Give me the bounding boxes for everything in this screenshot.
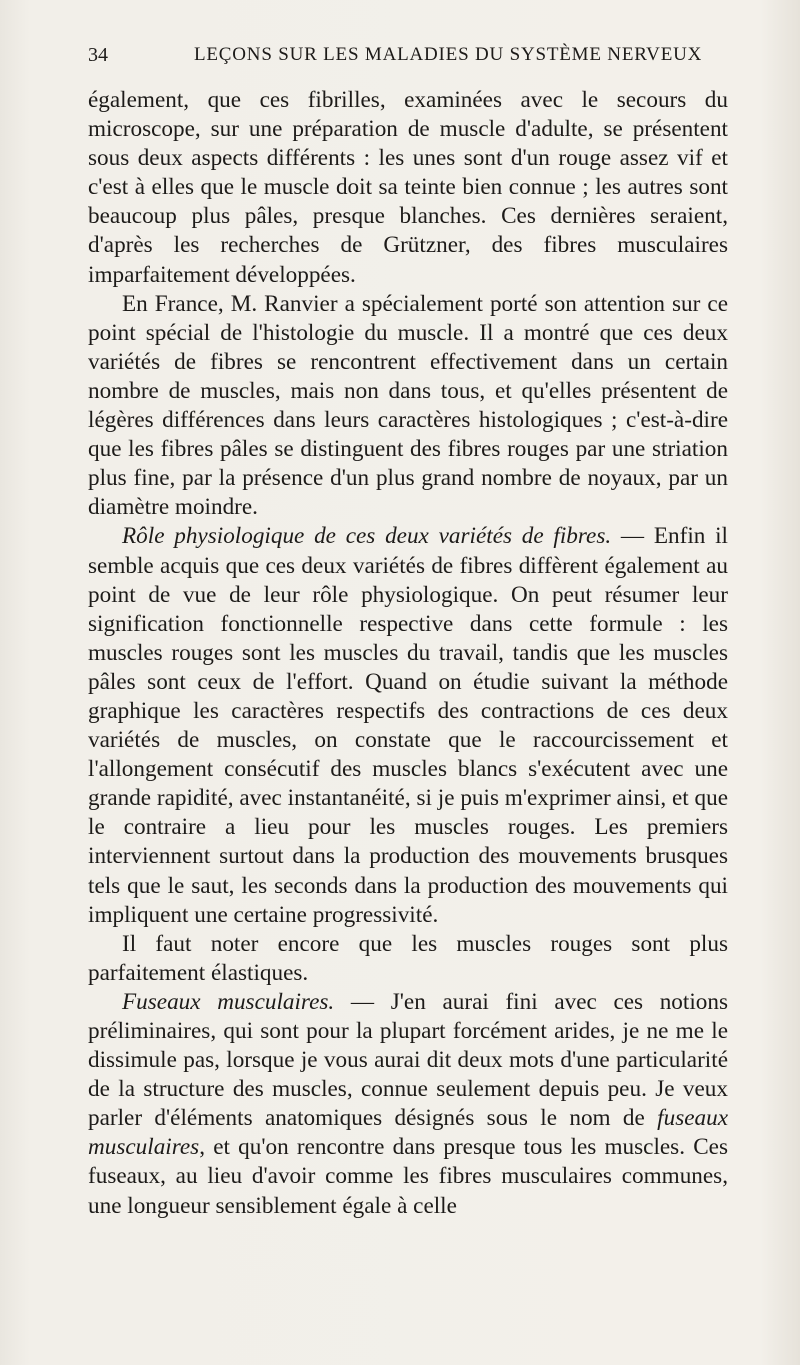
paragraph-3-text: — Enfin il semble acquis que ces deux variétés de fibres diffèrent également au point de vue de leur rôle physiologique. On peut résumer leur signification fonctionnelle respective dans cette formule : les muscles rouges sont les muscles du travail, tandis que les muscles pâles sont ceux de l'effort. Quand on étudie suivant la méthode graphique les caractères respectifs des contractions de ces deux variétés de muscles, on constate que le raccourcissement et l'allongement consécutif des muscles blancs s'exécutent avec une grande rapidité, avec instantanéité, si je puis m'exprimer ainsi, et que le contraire a lieu pour les muscles rouges. Les premiers interviennent surtout dans la production des mouvements brusques tels que le saut, les seconds dans la production des mouvements qui impliquent une certaine progressivité. [88,523,728,928]
paragraph-2-text: En France, M. Ranvier a spécialement porté son attention sur ce point spécial de l'histologie du muscle. Il a montré que ces deux variétés de fibres se rencontrent effectivement dans un certain nombre de muscles, mais non dans tous, et qu'elles présentent de légères différences dans leurs caractères histologiques ; c'est-à-dire que les fibres pâles se distinguent des fibres rouges par une striation plus fine, par la présence d'un plus grand nombre de noyaux, par un diamètre moindre. [88,290,728,521]
paragraph-5-text-a: — J'en aurai fini avec ces notions préliminaires, qui sont pour la plupart forcément arides, je ne me le dissimule pas, lorsque je vous aurai dit deux mots d'une particularité de la structure des muscles, connue seulement depuis peu. Je veux parler d'éléments anatomiques désignés sous le nom de [88,988,728,1132]
running-title: LEÇONS SUR LES MALADIES DU SYSTÈME NERVEUX [194,44,703,65]
section-heading-fuseaux: Fuseaux musculaires. [122,988,335,1015]
page-header [88,44,728,74]
paragraph-4 [88,930,728,988]
paragraph-5 [88,988,728,1221]
paragraph-1 [88,86,728,290]
paragraph-3 [88,522,728,929]
term-fuseaux-musculaires: fuseaux musculaires [88,1105,728,1161]
section-heading-role-physiologique: Rôle physiologique de ces deux variétés de fibres. [122,523,612,550]
paragraph-1-text: également, que ces fibrilles, examinées avec le secours du microscope, sur une préparation de muscle d'adulte, se présentent sous deux aspects différents : les unes sont d'un rouge assez vif et c'est à elles que le muscle doit sa teinte bien connue ; les autres sont beaucoup plus pâles, presque blanches. Ces dernières seraient, d'après les recherches de Grützner, des fibres musculaires imparfaitement développées. [88,87,728,288]
paragraph-5-text-b: , et qu'on rencontre dans presque tous les muscles. Ces fuseaux, au lieu d'avoir comme les fibres musculaires communes, une longueur sensiblement égale à celle [88,1134,728,1219]
paragraph-2 [88,290,728,523]
paragraph-4-text: Il faut noter encore que les muscles rouges sont plus parfaitement élastiques. [88,930,728,986]
page-number: 34 [88,44,108,66]
body-text [88,86,728,1221]
